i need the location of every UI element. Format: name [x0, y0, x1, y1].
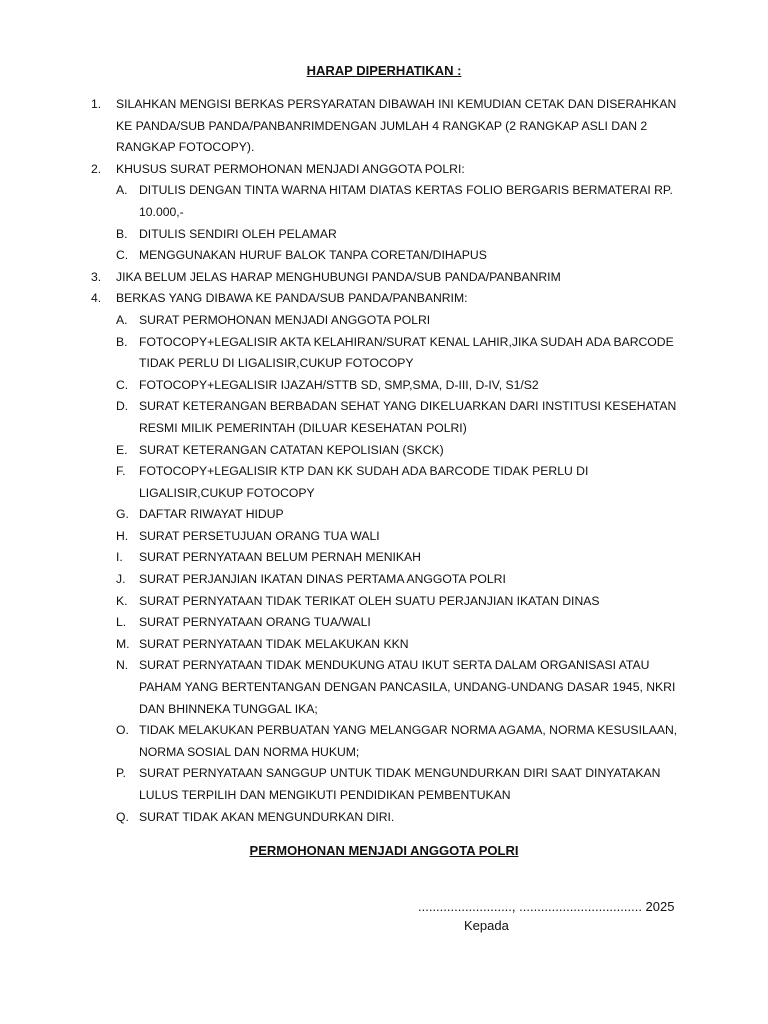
sub-item	[91, 526, 681, 548]
sub-item	[91, 591, 681, 613]
sub-item-text: SURAT PERNYATAAN BELUM PERNAH MENIKAH	[139, 550, 421, 565]
sub-item-text: SURAT KETERANGAN CATATAN KEPOLISIAN (SKCK)	[139, 442, 444, 457]
sub-item-letter: P.	[116, 766, 126, 781]
sub-item-text: SURAT PERNYATAAN TIDAK TERIKAT OLEH SUATU PERJANJIAN IKATAN DINAS	[139, 593, 600, 608]
sub-item	[91, 245, 681, 267]
sub-item-letter: G.	[116, 507, 129, 522]
sub-item-text: SURAT PERNYATAAN SANGGUP UNTUK TIDAK MENGUNDURKAN DIRI SAAT DINYATAKAN LULUS TERPILIH DAN MENGIKUTI PENDIDIKAN PEMBENTUKAN	[139, 766, 661, 802]
sub-item-text: SURAT PERMOHONAN MENJADI ANGGOTA POLRI	[139, 312, 431, 327]
sub-item-text: DITULIS SENDIRI OLEH PELAMAR	[139, 226, 337, 241]
sub-item-letter: L.	[116, 615, 127, 630]
instruction-list	[91, 94, 681, 828]
sub-item	[91, 224, 681, 246]
sub-item-letter: N.	[116, 658, 129, 673]
sub-item-text: FOTOCOPY+LEGALISIR IJAZAH/STTB SD, SMP,SMA, D-III, D-IV, S1/S2	[139, 377, 539, 392]
sub-item	[91, 763, 681, 806]
sub-item-letter: O.	[116, 723, 129, 738]
sub-item-letter: B.	[116, 334, 128, 349]
sub-item-letter: M.	[116, 636, 130, 651]
sub-item-text: MENGGUNAKAN HURUF BALOK TANPA CORETAN/DIHAPUS	[139, 248, 487, 263]
sub-item-text: SURAT PERNYATAAN TIDAK MENDUKUNG ATAU IKUT SERTA DALAM ORGANISASI ATAU PAHAM YANG BERTENTANGAN DENGAN PANCASILA, UNDANG-UNDANG DASAR 1945, NKRI DAN BHINNEKA TUNGGAL IKA;	[139, 658, 676, 716]
sub-item-text: DAFTAR RIWAYAT HIDUP	[139, 507, 284, 522]
item-text: KHUSUS SURAT PERMOHONAN MENJADI ANGGOTA POLRI:	[116, 161, 465, 176]
sub-item-letter: D.	[116, 399, 129, 414]
notice-title: HARAP DIPERHATIKAN :	[306, 63, 462, 78]
sub-item-letter: K.	[116, 593, 128, 608]
sub-item-letter: J.	[116, 572, 126, 587]
item-number: 4.	[91, 291, 102, 306]
sub-item-letter: B.	[116, 226, 128, 241]
sub-item-letter: A.	[116, 183, 128, 198]
sub-item-letter: F.	[116, 464, 126, 479]
sub-item-text: SURAT PERNYATAAN ORANG TUA/WALI	[139, 615, 371, 630]
sub-item-text: SURAT PERJANJIAN IKATAN DINAS PERTAMA ANGGOTA POLRI	[139, 572, 506, 587]
list-item	[91, 267, 681, 289]
sub-item	[91, 375, 681, 397]
list-item	[91, 288, 681, 310]
sub-item-letter: A.	[116, 312, 128, 327]
item-number: 3.	[91, 269, 102, 284]
form-title: PERMOHONAN MENJADI ANGGOTA POLRI	[249, 843, 519, 858]
sub-item	[91, 332, 681, 375]
sub-item-letter: C.	[116, 377, 129, 392]
sub-item-text: DITULIS DENGAN TINTA WARNA HITAM DIATAS KERTAS FOLIO BERGARIS BERMATERAI RP. 10.000,-	[139, 183, 673, 219]
sub-item-text: TIDAK MELAKUKAN PERBUATAN YANG MELANGGAR NORMA AGAMA, NORMA KESUSILAAN, NORMA SOSIAL DAN NORMA HUKUM;	[139, 723, 678, 759]
sub-item	[91, 807, 681, 829]
sub-item	[91, 655, 681, 720]
sub-item-letter: I.	[116, 550, 123, 565]
item-number: 2.	[91, 161, 102, 176]
sub-item	[91, 180, 681, 223]
sub-item	[91, 547, 681, 569]
sub-item	[91, 504, 681, 526]
sub-item	[91, 310, 681, 332]
sub-item-letter: C.	[116, 248, 129, 263]
sub-item-text: SURAT KETERANGAN BERBADAN SEHAT YANG DIKELUARKAN DARI INSTITUSI KESEHATAN RESMI MILIK PEMERINTAH (DILUAR KESEHATAN POLRI)	[139, 399, 677, 435]
date-line: .........................., .................................. 2025	[418, 899, 675, 914]
sub-item-letter: Q.	[116, 809, 129, 824]
sub-item-text: SURAT TIDAK AKAN MENGUNDURKAN DIRI.	[139, 809, 395, 824]
list-item	[91, 94, 681, 159]
sub-item	[91, 612, 681, 634]
sub-item-letter: H.	[116, 528, 129, 543]
item-text: JIKA BELUM JELAS HARAP MENGHUBUNGI PANDA/SUB PANDA/PANBANRIM	[116, 269, 561, 284]
list-item	[91, 159, 681, 181]
sub-item	[91, 720, 681, 763]
sub-item-text: FOTOCOPY+LEGALISIR KTP DAN KK SUDAH ADA BARCODE TIDAK PERLU DI LIGALISIR,CUKUP FOTOCOPY	[139, 464, 589, 500]
sub-item	[91, 396, 681, 439]
sub-item-text: SURAT PERSETUJUAN ORANG TUA WALI	[139, 528, 380, 543]
sub-item-letter: E.	[116, 442, 128, 457]
documents-sublist	[91, 310, 681, 828]
sub-item	[91, 569, 681, 591]
item-number: 1.	[91, 97, 102, 111]
sub-item	[91, 440, 681, 462]
item-text: BERKAS YANG DIBAWA KE PANDA/SUB PANDA/PANBANRIM:	[116, 291, 468, 306]
sub-item	[91, 461, 681, 504]
sub-item-text: FOTOCOPY+LEGALISIR AKTA KELAHIRAN/SURAT KENAL LAHIR,JIKA SUDAH ADA BARCODE TIDAK PERLU DI LIGALISIR,CUKUP FOTOCOPY	[139, 334, 674, 371]
sub-item-text: SURAT PERNYATAAN TIDAK MELAKUKAN KKN	[139, 636, 409, 651]
sub-item	[91, 634, 681, 656]
recipient-label: Kepada	[464, 918, 509, 933]
item-text: SILAHKAN MENGISI BERKAS PERSYARATAN DIBAWAH INI KEMUDIAN CETAK DAN DISERAHKAN KE PANDA/SUB PANDA/PANBANRIMDENGAN JUMLAH 4 RANGKAP (2 RANGKAP ASLI DAN 2 RANGKAP FOTOCOPY).	[116, 97, 677, 155]
